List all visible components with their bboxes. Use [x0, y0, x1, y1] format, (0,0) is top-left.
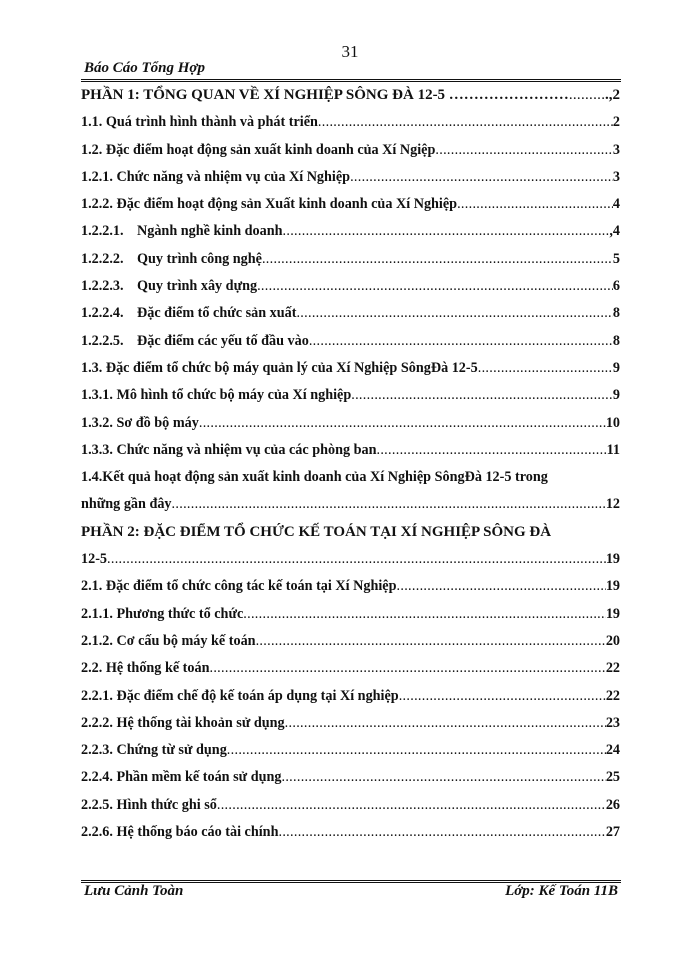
toc-entry-page: 5 — [612, 250, 620, 267]
toc-leader-dots — [285, 710, 606, 737]
toc-entry-label: 12-5 — [81, 551, 108, 568]
toc-leader-dots — [217, 792, 606, 819]
footer-author: Lưu Cảnh Toàn — [84, 883, 184, 899]
toc-entry-label: 2.1.1. Phương thức tổ chức — [81, 605, 244, 622]
toc-leader-dots — [435, 137, 613, 164]
toc-entry — [81, 218, 620, 245]
toc-entry-page: ,4 — [609, 223, 620, 240]
toc-entry — [81, 819, 620, 846]
toc-entry-label: 1.2.2. Đặc điểm hoạt động sản Xuất kinh doanh của Xí Nghiệp — [81, 196, 458, 213]
toc-entry-page: 9 — [612, 359, 620, 376]
toc-entry-label: 1.3.1. Mô hình tổ chức bộ máy của Xí nghiệp — [81, 387, 352, 404]
toc-entry-label: PHẦN 1: TỔNG QUAN VỀ XÍ NGHIỆP SÔNG ĐÀ 12-5 …………………… — [81, 87, 569, 103]
toc-leader-dots — [257, 273, 613, 300]
toc-entry-page: 19 — [605, 605, 620, 622]
toc-entry-label — [81, 218, 283, 245]
toc-leader-dots — [309, 328, 613, 355]
toc-entry-page: 22 — [605, 687, 620, 704]
toc-entry-label: 2.2.6. Hệ thống báo cáo tài chính — [81, 824, 279, 841]
toc-entry-number: 1.2.2.5. — [81, 332, 124, 349]
toc-entry-number: 1.2.2.4. — [81, 305, 124, 322]
toc-entry-label — [81, 246, 262, 273]
toc-leader-dots — [278, 819, 605, 846]
toc-entry — [81, 273, 620, 300]
toc-leader-dots — [281, 764, 605, 791]
toc-entry-page: 3 — [612, 168, 620, 185]
toc-entry-text: Đặc điểm tổ chức sản xuất — [137, 305, 297, 322]
toc-entry — [81, 464, 620, 491]
footer-class: Lớp: Kế Toán 11B — [505, 883, 618, 899]
toc-leader-dots — [397, 573, 606, 600]
toc-entry-page: 8 — [612, 305, 620, 322]
toc-entry-text: Quy trình xây dựng — [137, 278, 258, 295]
toc-leader-dots — [199, 410, 606, 437]
toc-entry-page: .,2 — [605, 87, 620, 103]
toc-entry-label: 2.2.5. Hình thức ghi sổ — [81, 796, 217, 813]
toc-entry-label: 2.2.4. Phần mềm kế toán sử dụng — [81, 769, 282, 786]
toc-entry — [81, 573, 620, 600]
toc-entry-page: 6 — [612, 278, 620, 295]
toc-leader-dots — [318, 109, 613, 136]
toc-entry — [81, 246, 620, 273]
toc-entry — [81, 792, 620, 819]
toc-entry — [81, 601, 620, 628]
toc-entry — [81, 628, 620, 655]
toc-entry-page: 27 — [605, 824, 620, 841]
toc-entry — [81, 109, 620, 136]
toc-entry-page: 26 — [605, 796, 620, 813]
toc-entry — [81, 683, 620, 710]
toc-leader-dots — [399, 683, 606, 710]
toc-entry-text: Quy trình công nghệ — [137, 250, 262, 267]
toc-entry-label — [81, 328, 309, 355]
toc-entry — [81, 519, 620, 546]
page-number: 31 — [341, 42, 359, 61]
toc-entry-page: 25 — [605, 769, 620, 786]
toc-entry-label: 2.2.3. Chứng từ sử dụng — [81, 742, 227, 759]
toc-entry-page: 22 — [605, 660, 620, 677]
toc-entry — [81, 191, 620, 218]
running-header-title: Báo Cáo Tổng Hợp — [84, 60, 205, 76]
toc-entry — [81, 410, 620, 437]
toc-entry — [81, 764, 620, 791]
toc-entry — [81, 382, 620, 409]
toc-entry-page: 8 — [612, 332, 620, 349]
toc-entry-page: 19 — [605, 578, 620, 595]
toc-entry — [81, 137, 620, 164]
toc-leader-dots — [262, 246, 613, 273]
toc-entry — [81, 355, 620, 382]
toc-leader-dots — [457, 191, 613, 218]
toc-entry — [81, 437, 620, 464]
toc-entry — [81, 655, 620, 682]
toc-leader-dots — [107, 546, 606, 573]
toc-leader-dots — [283, 218, 610, 245]
toc-leader-dots — [569, 82, 605, 109]
toc-leader-dots — [209, 655, 605, 682]
toc-entry-page: 19 — [605, 551, 620, 568]
toc-entry-label — [81, 273, 257, 300]
toc-leader-dots — [296, 300, 612, 327]
toc-entry-label: 1.2.1. Chức năng và nhiệm vụ của Xí Nghiệp — [81, 168, 351, 185]
toc-entry-number: 1.2.2.3. — [81, 278, 124, 295]
toc-entry-label: 2.2.1. Đặc điểm chế độ kế toán áp dụng tại Xí nghiệp — [81, 687, 399, 704]
toc-entry-text: Ngành nghề kinh doanh — [137, 223, 283, 240]
toc-leader-dots — [350, 164, 613, 191]
toc-entry-label: 1.3.3. Chức năng và nhiệm vụ của các phòng ban — [81, 441, 377, 458]
toc-entry-label: 2.1.2. Cơ cấu bộ máy kế toán — [81, 632, 256, 649]
toc-entry — [81, 328, 620, 355]
toc-entry-label: 1.3.2. Sơ đồ bộ máy — [81, 414, 199, 431]
toc-entry — [81, 300, 620, 327]
toc-entry-page: 23 — [605, 714, 620, 731]
toc-entry-label: 1.2. Đặc điểm hoạt động sản xuất kinh doanh của Xí Ngiệp — [81, 141, 436, 158]
toc-entry-label: 2.2.2. Hệ thống tài khoản sử dụng — [81, 714, 285, 731]
table-of-contents — [81, 82, 620, 846]
toc-entry-label: 2.2. Hệ thống kế toán — [81, 660, 210, 677]
toc-entry-page: 4 — [612, 196, 620, 213]
toc-entry-label: những gần đây — [81, 496, 172, 513]
toc-entry — [81, 164, 620, 191]
toc-leader-dots — [478, 355, 613, 382]
toc-entry-page: 2 — [612, 114, 620, 131]
toc-leader-dots — [376, 437, 606, 464]
toc-entry-label: 1.1. Quá trình hình thành và phát triển — [81, 114, 318, 131]
toc-entry-page: 12 — [605, 496, 620, 513]
toc-entry — [81, 491, 620, 518]
toc-leader-dots — [227, 737, 606, 764]
toc-entry — [81, 546, 620, 573]
toc-entry-page: 10 — [605, 414, 620, 431]
toc-entry-page: 20 — [605, 632, 620, 649]
toc-entry-text: Đặc điểm các yếu tố đầu vào — [137, 332, 309, 349]
toc-entry-label: 1.3. Đặc điểm tổ chức bộ máy quản lý của Xí Nghiệp SôngĐà 12-5 — [81, 359, 478, 376]
toc-entry-page: 3 — [612, 141, 620, 158]
toc-entry-page: 24 — [605, 742, 620, 759]
toc-leader-dots — [256, 628, 606, 655]
toc-entry-label — [81, 300, 296, 327]
toc-entry — [81, 710, 620, 737]
toc-entry-label: PHẦN 2: ĐẶC ĐIỂM TỔ CHỨC KẾ TOÁN TẠI XÍ NGHIỆP SÔNG ĐÀ — [81, 523, 552, 540]
toc-entry-number: 1.2.2.2. — [81, 250, 124, 267]
toc-entry-page: 11 — [606, 441, 620, 458]
toc-entry-page: 9 — [612, 387, 620, 404]
toc-entry-number: 1.2.2.1. — [81, 223, 124, 240]
toc-entry-label: 1.4.Kết quả hoạt động sản xuất kinh doanh của Xí Nghiệp SôngĐà 12-5 trong — [81, 469, 548, 486]
toc-leader-dots — [172, 491, 606, 518]
toc-entry-label: 2.1. Đặc điểm tổ chức công tác kế toán tại Xí Nghiệp — [81, 578, 397, 595]
toc-entry — [81, 82, 620, 109]
toc-leader-dots — [243, 601, 606, 628]
toc-leader-dots — [351, 382, 613, 409]
toc-entry — [81, 737, 620, 764]
